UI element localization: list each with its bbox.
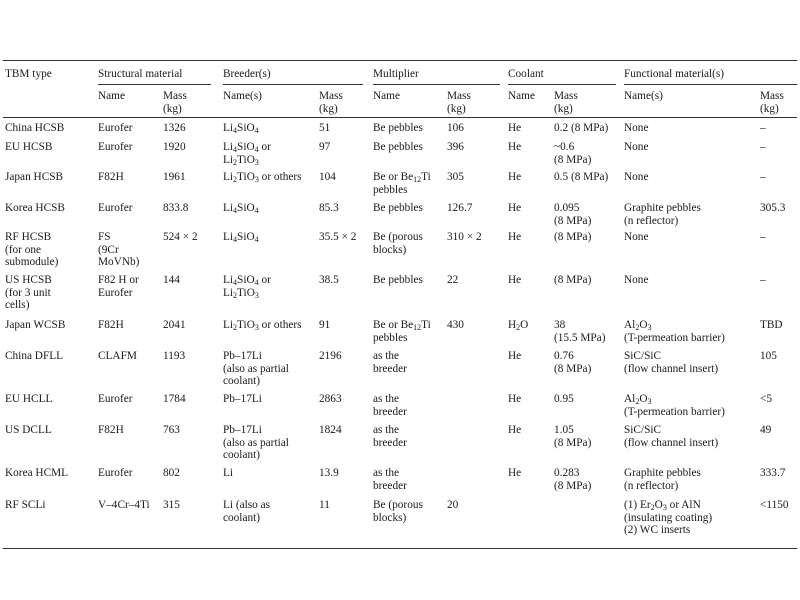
header-functional-material: Functional material(s) [624,68,725,80]
cell-c-mass: (8 MPa) [554,231,592,243]
cell-c-mass: 0.95 [554,393,574,405]
cell-b-name: Pb–17Li [223,393,262,405]
cell-f-mass: <1150 [760,499,789,511]
cell-f-mass: TBD [760,319,783,331]
subheader-breeder-mass: Mass (kg) [319,90,343,115]
cell-b-name: $Li_4SiO_4$ [223,122,259,135]
cell-b-mass: 13.9 [319,467,339,479]
cell-c-mass: 38 (15.5 MPa) [554,319,606,344]
cell-m-name: as the breeder [373,350,407,375]
group-rule-functional [624,84,797,85]
cell-b-name: $Li_2TiO_3$ or others [223,319,302,332]
cell-f-mass: 305.3 [760,202,786,214]
cell-c-name: He [508,467,522,479]
cell-b-mass: 85.3 [319,202,339,214]
cell-b-name: $Li_4SiO_4$ or $Li_2TiO_3$ [223,274,271,300]
header-structural-material: Structural material [98,68,183,80]
subheader-structural-mass: Mass (kg) [163,90,187,115]
cell-tbm: US HCSB (for 3 unit cells) [5,274,52,312]
cell-m-name: Be pebbles [373,122,423,134]
cell-f-mass: 49 [760,424,772,436]
cell-tbm: Korea HCML [5,467,69,479]
cell-s-name: Eurofer [98,467,133,479]
cell-f-name: $Al_2O_3$ (T-permeation barrier) [624,319,725,344]
top-rule [3,60,797,61]
subheader-coolant-mass: Mass (kg) [554,90,578,115]
cell-s-name: F82H [98,424,124,436]
cell-m-name: Be (porous blocks) [373,499,423,524]
cell-f-mass: – [760,122,766,134]
cell-f-name: SiC/SiC (flow channel insert) [624,350,719,375]
cell-b-mass: 91 [319,319,331,331]
cell-b-name: Pb–17Li (also as partial coolant) [223,424,289,462]
cell-s-name: CLAFM [98,350,137,362]
cell-m-mass: 310 × 2 [447,231,482,243]
subheader-structural-name: Name [98,90,125,102]
cell-s-mass: 1193 [163,350,186,362]
cell-tbm: EU HCLL [5,393,53,405]
cell-b-name: $Li_2TiO_3$ or others [223,171,302,184]
cell-f-mass: 333.7 [760,467,786,479]
cell-c-name: He [508,350,522,362]
cell-s-name: FS (9Cr MoVNb) [98,231,140,269]
subheader-functional-names: Name(s) [624,90,663,102]
cell-m-name: as the breeder [373,424,407,449]
cell-b-mass: 104 [319,171,336,183]
cell-c-name: He [508,171,522,183]
cell-f-name: None [624,141,649,153]
group-rule-multiplier [373,84,500,85]
cell-tbm: RF HCSB (for one submodule) [5,231,59,269]
cell-b-name: $Li_4SiO_4$ [223,231,259,244]
cell-s-mass: 763 [163,424,180,436]
cell-f-mass: – [760,171,766,183]
cell-m-mass: 430 [447,319,464,331]
group-rule-coolant [508,84,616,85]
cell-b-mass: 97 [319,141,331,153]
cell-f-name: Graphite pebbles (n reflector) [624,467,701,492]
cell-b-name: Li [223,467,234,479]
cell-f-name: $Al_2O_3$ (T-permeation barrier) [624,393,725,418]
bottom-rule [3,548,797,549]
cell-f-name: Graphite pebbles (n reflector) [624,202,701,227]
cell-c-mass: 0.76 (8 MPa) [554,350,592,375]
cell-f-name: None [624,122,649,134]
cell-m-name: Be (porous blocks) [373,231,423,256]
cell-b-mass: 38.5 [319,274,339,286]
cell-b-name: Pb–17Li (also as partial coolant) [223,350,289,388]
header-rule [3,117,797,118]
cell-s-name: Eurofer [98,393,133,405]
cell-f-mass: – [760,231,766,243]
cell-m-mass: 396 [447,141,464,153]
cell-tbm: Japan WCSB [5,319,66,331]
cell-f-name: SiC/SiC (flow channel insert) [624,424,719,449]
cell-c-name: He [508,393,522,405]
cell-s-mass: 802 [163,467,180,479]
cell-b-mass: 35.5 × 2 [319,231,357,243]
cell-s-name: V–4Cr–4Ti [98,499,150,511]
cell-s-mass: 1784 [163,393,186,405]
cell-tbm: RF SCLi [5,499,46,511]
cell-s-mass: 833.8 [163,202,189,214]
header-multiplier: Multiplier [373,68,419,80]
cell-tbm: Korea HCSB [5,202,65,214]
cell-m-name: as the breeder [373,467,407,492]
subheader-multiplier-name: Name [373,90,400,102]
cell-c-mass: 0.5 (8 MPa) [554,171,609,183]
cell-m-name: Be pebbles [373,202,423,214]
cell-s-mass: 1920 [163,141,186,153]
cell-s-mass: 144 [163,274,180,286]
cell-c-mass: 0.283 (8 MPa) [554,467,592,492]
cell-c-name: He [508,424,522,436]
cell-s-name: F82 H or Eurofer [98,274,139,299]
cell-m-mass: 305 [447,171,464,183]
header-coolant: Coolant [508,68,544,80]
header-breeders: Breeder(s) [223,68,271,80]
cell-f-mass: 105 [760,350,777,362]
cell-s-mass: 1326 [163,122,186,134]
group-rule-breeder [223,84,363,85]
cell-c-name: $H_2O$ [508,319,529,332]
cell-m-mass: 22 [447,274,459,286]
cell-tbm: Japan HCSB [5,171,64,183]
cell-m-name: Be pebbles [373,141,423,153]
cell-c-name: He [508,141,522,153]
cell-m-name: Be or $Be_{12}Ti$ pebbles [373,171,431,196]
subheader-coolant-name: Name [508,90,535,102]
cell-s-mass: 1961 [163,171,186,183]
cell-b-name: Li (also as coolant) [223,499,271,524]
cell-c-mass: 1.05 (8 MPa) [554,424,592,449]
cell-b-name: $Li_4SiO_4$ or $Li_2TiO_3$ [223,141,271,167]
cell-c-name: He [508,274,522,286]
subheader-functional-mass: Mass (kg) [760,90,784,115]
cell-f-mass: – [760,274,766,286]
cell-m-name: as the breeder [373,393,407,418]
header-tbm-type: TBM type [5,68,52,80]
cell-c-mass: (8 MPa) [554,274,592,286]
group-rule-structural [98,84,211,85]
cell-b-mass: 2863 [319,393,342,405]
cell-f-mass: <5 [760,393,773,405]
cell-b-mass: 2196 [319,350,342,362]
cell-c-name: He [508,202,522,214]
cell-m-name: Be pebbles [373,274,423,286]
cell-s-mass: 524 × 2 [163,231,198,243]
cell-tbm: EU HCSB [5,141,53,153]
cell-c-name: He [508,231,522,243]
cell-f-name: None [624,171,649,183]
cell-c-mass: 0.2 (8 MPa) [554,122,609,134]
cell-m-mass: 106 [447,122,464,134]
cell-b-mass: 11 [319,499,330,511]
cell-tbm: US DCLL [5,424,52,436]
cell-c-name: He [508,122,522,134]
subheader-multiplier-mass: Mass (kg) [447,90,471,115]
cell-f-name: (1) $Er_2O_3$ or AlN (insulating coating) (2) WC inserts [624,499,713,537]
cell-tbm: China HCSB [5,122,65,134]
cell-tbm: China DFLL [5,350,64,362]
cell-s-mass: 315 [163,499,180,511]
cell-s-mass: 2041 [163,319,186,331]
cell-c-mass: 0.095 (8 MPa) [554,202,592,227]
cell-m-mass: 20 [447,499,459,511]
cell-f-mass: – [760,141,766,153]
cell-f-name: None [624,274,649,286]
cell-s-name: Eurofer [98,202,133,214]
cell-b-mass: 51 [319,122,331,134]
subheader-breeder-names: Name(s) [223,90,262,102]
cell-m-name: Be or $Be_{12}Ti$ pebbles [373,319,431,344]
cell-s-name: Eurofer [98,122,133,134]
cell-m-mass: 126.7 [447,202,473,214]
cell-s-name: F82H [98,171,124,183]
cell-f-name: None [624,231,649,243]
cell-c-mass: ~0.6 (8 MPa) [554,141,592,166]
cell-b-name: $Li_4SiO_4$ [223,202,259,215]
cell-b-mass: 1824 [319,424,342,436]
cell-s-name: F82H [98,319,124,331]
cell-s-name: Eurofer [98,141,133,153]
